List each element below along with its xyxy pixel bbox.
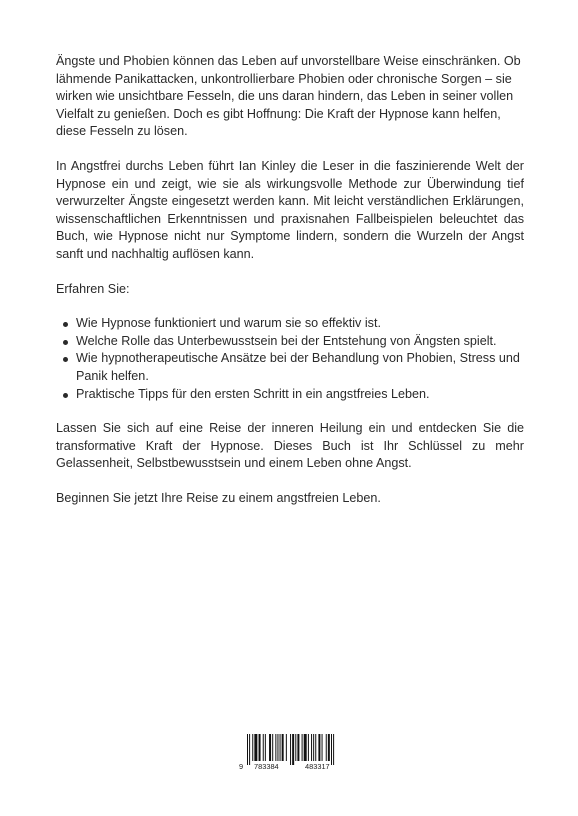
barcode-bar: [263, 734, 264, 761]
bullet-icon: [63, 357, 68, 362]
list-item: [56, 350, 524, 385]
barcode-bar: [269, 734, 271, 761]
barcode-digits-left: 783384: [254, 762, 279, 771]
barcode-bar: [249, 734, 250, 765]
book-description-paragraph: In Angstfrei durchs Leben führt Ian Kinley die Leser in die faszinierende Welt der Hypnose ein und zeigt, wie sie als wirkungsvolle Methode zur Überwindung tief verwurzelter Ängste eingesetzt werden kann. Mit leicht verständlichen Erklärungen, wissenschaftlichen Erkenntnissen und praxisnahen Fallbeispielen beleuchtet das Buch, wie Hypnose nicht nur Symptome lindern, sondern die Wurzeln der Angst sanft und nachhaltig auflösen kann.: [56, 158, 524, 261]
barcode-bar: [318, 734, 320, 761]
barcode-bar: [315, 734, 316, 761]
list-item: [56, 315, 524, 333]
barcode-bar: [280, 734, 281, 761]
barcode-digits: [237, 762, 340, 772]
barcode-bar: [290, 734, 291, 765]
barcode-bar: [259, 734, 261, 761]
barcode-bar: [265, 734, 266, 761]
barcode-bar: [282, 734, 284, 761]
barcode-bar: [333, 734, 334, 765]
barcode-digit-prefix: 9: [239, 762, 244, 771]
intro-paragraph: Ängste und Phobien können das Leben auf unvorstellbare Weise einschränken. Ob lähmende Panikattacken, unkontrollierbare Phobien oder chronische Sorgen – sie wirken wie unsichtbare Fesseln, die uns daran hindern, das Leben in seiner vollen Vielfalt zu genießen. Doch es gibt Hoffnung: Die Kraft der Hypnose kann helfen, diese Fesseln zu lösen.: [56, 54, 521, 139]
barcode-bar: [277, 734, 278, 761]
barcode-bar: [286, 734, 287, 761]
barcode-bar: [254, 734, 257, 761]
barcode-bar: [304, 734, 307, 761]
barcode-bar: [297, 734, 299, 761]
bullet-icon: [63, 340, 68, 345]
barcode-digits-right: 483317: [305, 762, 330, 771]
barcode-bar: [295, 734, 296, 761]
list-item-text: Praktische Tipps für den ersten Schritt in ein angstfreies Leben.: [76, 386, 430, 401]
list-item-text: Welche Rolle das Unterbewusstsein bei der Entstehung von Ängsten spielt.: [76, 333, 497, 348]
barcode-bar: [311, 734, 312, 761]
isbn-barcode: [237, 733, 340, 771]
barcode-bar: [331, 734, 332, 765]
barcode-bar: [272, 734, 273, 761]
list-item-text: Wie Hypnose funktioniert und warum sie so effektiv ist.: [76, 316, 381, 331]
barcode-bar: [328, 734, 330, 761]
blurb-text: [56, 53, 524, 524]
list-item: [56, 333, 524, 351]
benefits-list: [56, 315, 524, 403]
barcode-bar: [247, 734, 248, 765]
barcode-bar: [252, 734, 253, 761]
bullet-icon: [63, 322, 68, 327]
journey-paragraph: Lassen Sie sich auf eine Reise der inneren Heilung ein und entdecken Sie die transformative Kraft der Hypnose. Dieses Buch ist Ihr Schlüssel zu mehr Gelassenheit, Selbstbewusstsein und einem Leben ohne Angst.: [56, 421, 524, 471]
barcode-bar: [313, 734, 314, 761]
barcode-bar: [326, 734, 327, 761]
barcode-bar: [322, 734, 323, 761]
closing-line: Beginnen Sie jetzt Ihre Reise zu einem angstfreien Leben.: [56, 490, 381, 505]
barcode-bar: [308, 734, 309, 761]
barcode-bar: [292, 734, 294, 765]
barcode-bar: [302, 734, 303, 761]
learn-heading: Erfahren Sie:: [56, 281, 130, 296]
barcode-bar: [275, 734, 276, 761]
list-item: [56, 386, 524, 404]
bullet-icon: [63, 393, 68, 398]
list-item-text: Wie hypnotherapeutische Ansätze bei der Behandlung von Phobien, Stress und Panik helfen.: [76, 351, 520, 383]
